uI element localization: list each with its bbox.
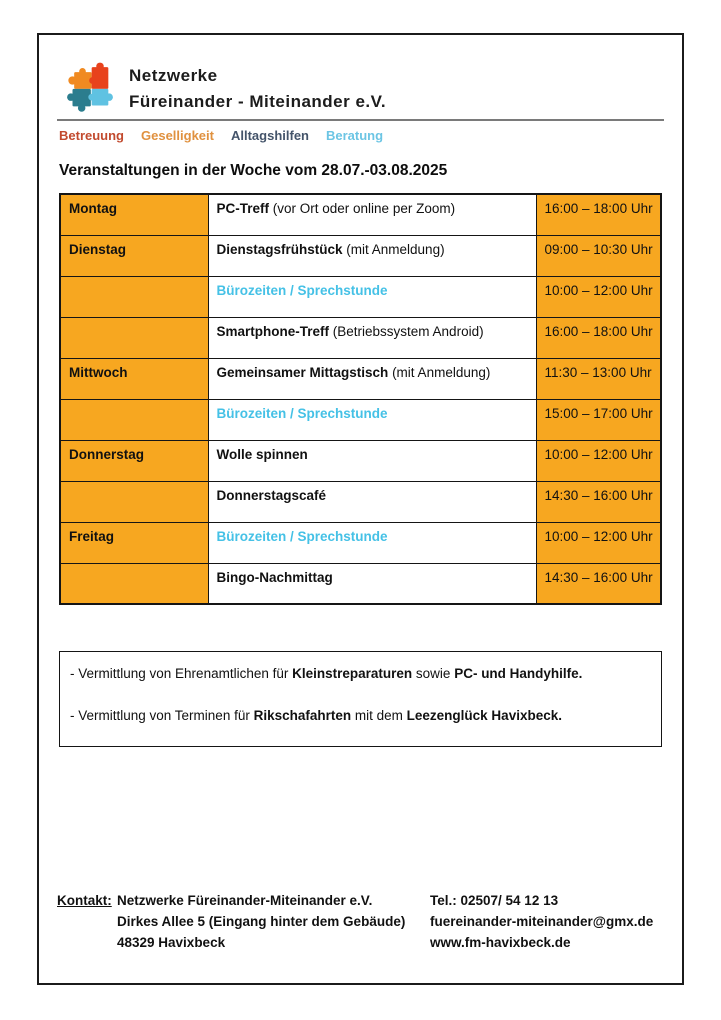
event-cell (208, 440, 536, 481)
keyword-geselligkeit: Geselligkeit (141, 128, 214, 143)
event-name: Dienstagsfrühstück (216, 241, 343, 257)
event-cell (208, 522, 536, 563)
brand-name (129, 60, 386, 115)
note-text-bold: Leezenglück Havixbeck. (406, 708, 562, 723)
keyword-alltagshilfen: Alltagshilfen (230, 128, 309, 143)
note-line-2 (70, 707, 651, 725)
time-cell: 10:00 – 12:00 Uhr (536, 440, 661, 481)
event-cell (208, 481, 536, 522)
note-text-bold: Kleinstreparaturen (292, 666, 413, 681)
table-row (60, 481, 661, 522)
day-cell: Freitag (60, 522, 208, 563)
event-cell (208, 276, 536, 317)
brand-line2: Füreinander - Miteinander e.V. (129, 92, 387, 111)
day-cell: Donnerstag (60, 440, 208, 481)
event-name: Bürozeiten / Sprechstunde (216, 282, 388, 298)
time-cell: 10:00 – 12:00 Uhr (536, 276, 661, 317)
time-cell: 14:30 – 16:00 Uhr (536, 481, 661, 522)
day-cell: Montag (60, 194, 208, 235)
event-name: Bingo-Nachmittag (216, 569, 333, 585)
day-cell (60, 276, 208, 317)
service-keywords (59, 128, 664, 143)
event-cell (208, 235, 536, 276)
page-frame (37, 33, 684, 985)
event-cell (208, 317, 536, 358)
note-text: - Vermittlung von Ehrenamtlichen für (70, 666, 293, 681)
contact-city: 48329 Havixbeck (117, 935, 226, 950)
schedule-table (59, 193, 662, 605)
event-name: Smartphone-Treff (216, 323, 330, 339)
time-cell: 15:00 – 17:00 Uhr (536, 399, 661, 440)
table-row (60, 358, 661, 399)
time-cell: 11:30 – 13:00 Uhr (536, 358, 661, 399)
contact-label: Kontakt: (57, 893, 112, 908)
note-text-bold: PC- und Handyhilfe. (454, 666, 583, 681)
event-name: Bürozeiten / Sprechstunde (216, 528, 388, 544)
event-name: Wolle spinnen (216, 446, 308, 462)
day-cell: Dienstag (60, 235, 208, 276)
time-cell: 14:30 – 16:00 Uhr (536, 563, 661, 604)
notes-box (59, 651, 662, 747)
event-name: Gemeinsamer Mittagstisch (216, 364, 389, 380)
event-detail: (mit Anmeldung) (388, 364, 491, 380)
day-cell: Mittwoch (60, 358, 208, 399)
note-text: sowie (412, 666, 455, 681)
table-row (60, 440, 661, 481)
event-name: Bürozeiten / Sprechstunde (216, 405, 388, 421)
time-cell: 10:00 – 12:00 Uhr (536, 522, 661, 563)
event-cell (208, 563, 536, 604)
table-row (60, 276, 661, 317)
contact-street: Dirkes Allee 5 (Eingang hinter dem Gebäude) (117, 914, 406, 929)
table-row (60, 399, 661, 440)
event-detail: (mit Anmeldung) (342, 241, 445, 257)
event-name: PC-Treff (216, 201, 270, 216)
table-row (60, 235, 661, 276)
contact-info (430, 890, 653, 953)
contact-phone: Tel.: 02507/ 54 12 13 (430, 893, 559, 908)
event-detail: (vor Ort oder online per Zoom) (269, 201, 456, 216)
note-text: mit dem (351, 708, 407, 723)
keyword-betreuung: Betreuung (59, 128, 124, 143)
day-cell (60, 481, 208, 522)
time-cell: 16:00 – 18:00 Uhr (536, 317, 661, 358)
contact-address (117, 890, 430, 953)
event-name: Donnerstagscafé (216, 487, 327, 503)
note-text-bold: Rikschafahrten (253, 708, 352, 723)
page-title: Veranstaltungen in der Woche vom 28.07.-03.08.2025 (59, 162, 448, 179)
time-cell: 09:00 – 10:30 Uhr (536, 235, 661, 276)
note-text: - Vermittlung von Terminen für (70, 708, 254, 723)
table-row (60, 317, 661, 358)
note-line-1 (70, 665, 651, 683)
event-detail: (Betriebssystem Android) (329, 323, 484, 339)
contact-org: Netzwerke Füreinander-Miteinander e.V. (117, 893, 373, 908)
header-divider (57, 119, 664, 121)
keyword-beratung: Beratung (326, 128, 384, 143)
contact-block (57, 890, 664, 953)
puzzle-logo-icon (65, 60, 115, 116)
time-cell: 16:00 – 18:00 Uhr (536, 194, 661, 235)
day-cell (60, 563, 208, 604)
contact-website: www.fm-havixbeck.de (430, 935, 571, 950)
day-cell (60, 317, 208, 358)
contact-email: fuereinander-miteinander@gmx.de (430, 914, 654, 929)
event-cell (208, 399, 536, 440)
table-row (60, 522, 661, 563)
event-cell (208, 194, 536, 235)
event-cell (208, 358, 536, 399)
table-row (60, 194, 661, 235)
table-row (60, 563, 661, 604)
brand-line1: Netzwerke (129, 66, 218, 85)
day-cell (60, 399, 208, 440)
letterhead (65, 60, 664, 118)
